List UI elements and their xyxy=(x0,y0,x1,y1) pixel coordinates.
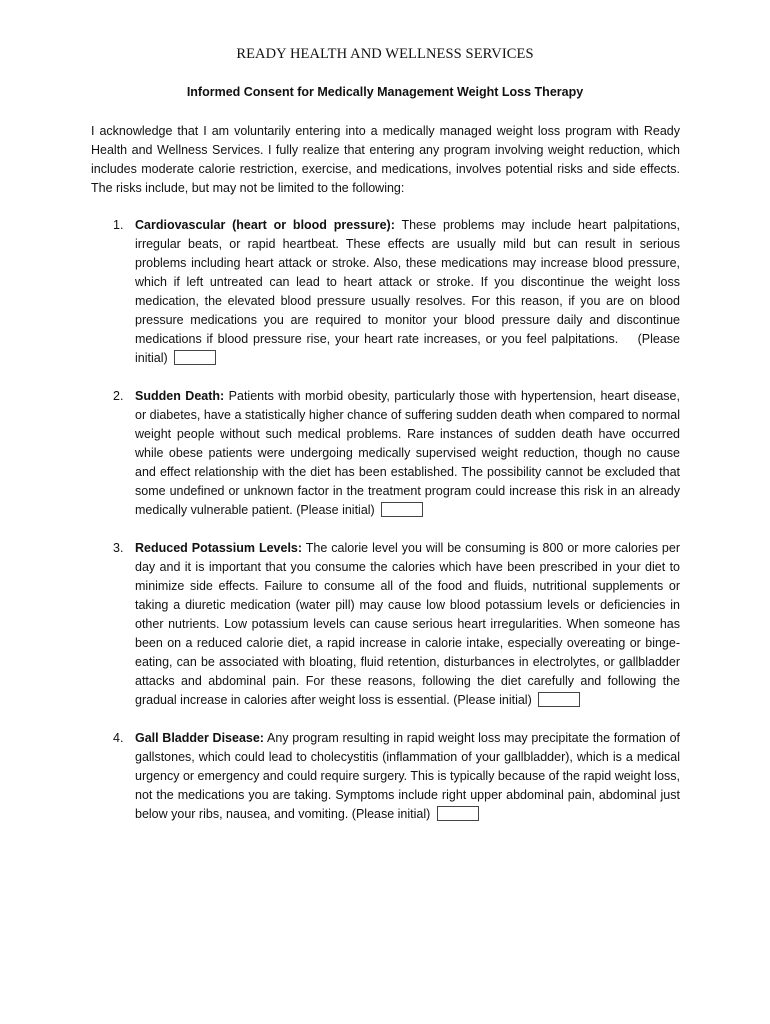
risk-heading: Gall Bladder Disease: xyxy=(135,731,264,745)
risk-number: 1. xyxy=(113,218,124,232)
risk-number: 3. xyxy=(113,541,124,555)
initial-label: (Please initial) xyxy=(296,503,375,517)
risk-number: 4. xyxy=(113,731,124,745)
initial-field[interactable] xyxy=(538,692,580,707)
organization-name: READY HEALTH AND WELLNESS SERVICES xyxy=(236,46,534,62)
intro-paragraph: I acknowledge that I am voluntarily entering into a medically managed weight loss program with Ready Health and Wellness Services. I fully realize that entering any program involving weight reduction, which includes moderate calorie restriction, exercise, and medications, involves potential risks and side effects. The risks include, but may not be limited to the following: xyxy=(91,124,680,195)
risk-item-cardiovascular xyxy=(91,216,680,368)
risk-heading: Sudden Death: xyxy=(135,389,225,403)
initial-label: (Please initial) xyxy=(351,807,431,821)
document-title: Informed Consent for Medically Management Weight Loss Therapy xyxy=(186,85,584,99)
risk-item-potassium xyxy=(91,539,680,710)
risk-item-sudden-death xyxy=(91,387,680,520)
initial-field[interactable] xyxy=(381,502,423,517)
risk-number: 2. xyxy=(113,389,124,403)
initial-label: (Please initial) xyxy=(135,332,680,365)
risk-text: Patients with morbid obesity, particularly those with hypertension, heart disease, or diabetes, have a statistically higher chance of suffering sudden death when compared to normal weight people without such medical problems. Rare instances of sudden death have occurred while obese patients were undergoing medically supervised weight reduction, though no cause and effect relationship with the diet has been established. The possibility cannot be excluded that some undefined or unknown factor in the treatment program could increase this risk in an already medically vulnerable patient. xyxy=(135,389,680,517)
initial-field[interactable] xyxy=(174,350,216,365)
risk-item-gall-bladder xyxy=(91,729,680,824)
risk-text: The calorie level you will be consuming is 800 or more calories per day and it is important that you consume the calories which have been prescribed in your diet to minimize side effects. Failure to consume all of the food and fluids, nutritional supplements or taking a diuretic medication (water pill) may cause low blood potassium levels or deficiencies in other nutrients. Low potassium levels can cause serious heart irregularities. When someone has been on a reduced calorie diet, a rapid increase in calorie intake, especially overeating or binge-eating, can be associated with bloating, fluid retention, disturbances in electrolytes, or gallbladder attacks and abdominal pain. For these reasons, following the diet carefully and following the gradual increase in calories after weight loss is essential. xyxy=(135,541,680,707)
initial-field[interactable] xyxy=(437,806,479,821)
risk-text: These problems may include heart palpitations, irregular beats, or rapid heartbeat. These effects are usually mild but can result in serious problems including heart attack or stroke. Also, these medications may increase blood pressure, which if left untreated can lead to heart attack or stroke. If you discontinue the weight loss medication, the elevated blood pressure usually resolves. For this reason, if you are on blood pressure medications you are required to monitor your blood pressure daily and discontinue medications if blood pressure rise, your heart rate increases, or you feel palpitations. xyxy=(135,218,680,346)
initial-label: (Please initial) xyxy=(453,693,532,707)
risk-heading: Reduced Potassium Levels: xyxy=(135,541,303,555)
risk-heading: Cardiovascular (heart or blood pressure): xyxy=(135,218,395,232)
risk-list xyxy=(91,216,680,843)
risk-text: Any program resulting in rapid weight loss may precipitate the formation of gallstones, which could lead to cholecystitis (inflammation of your gallbladder), which is a medical urgency or emergency and could require surgery. This is typically because of the rapid weight loss, not the medications you are taking. Symptoms include right upper abdominal pain, abdominal just below your ribs, nausea, and vomiting. xyxy=(135,731,680,821)
